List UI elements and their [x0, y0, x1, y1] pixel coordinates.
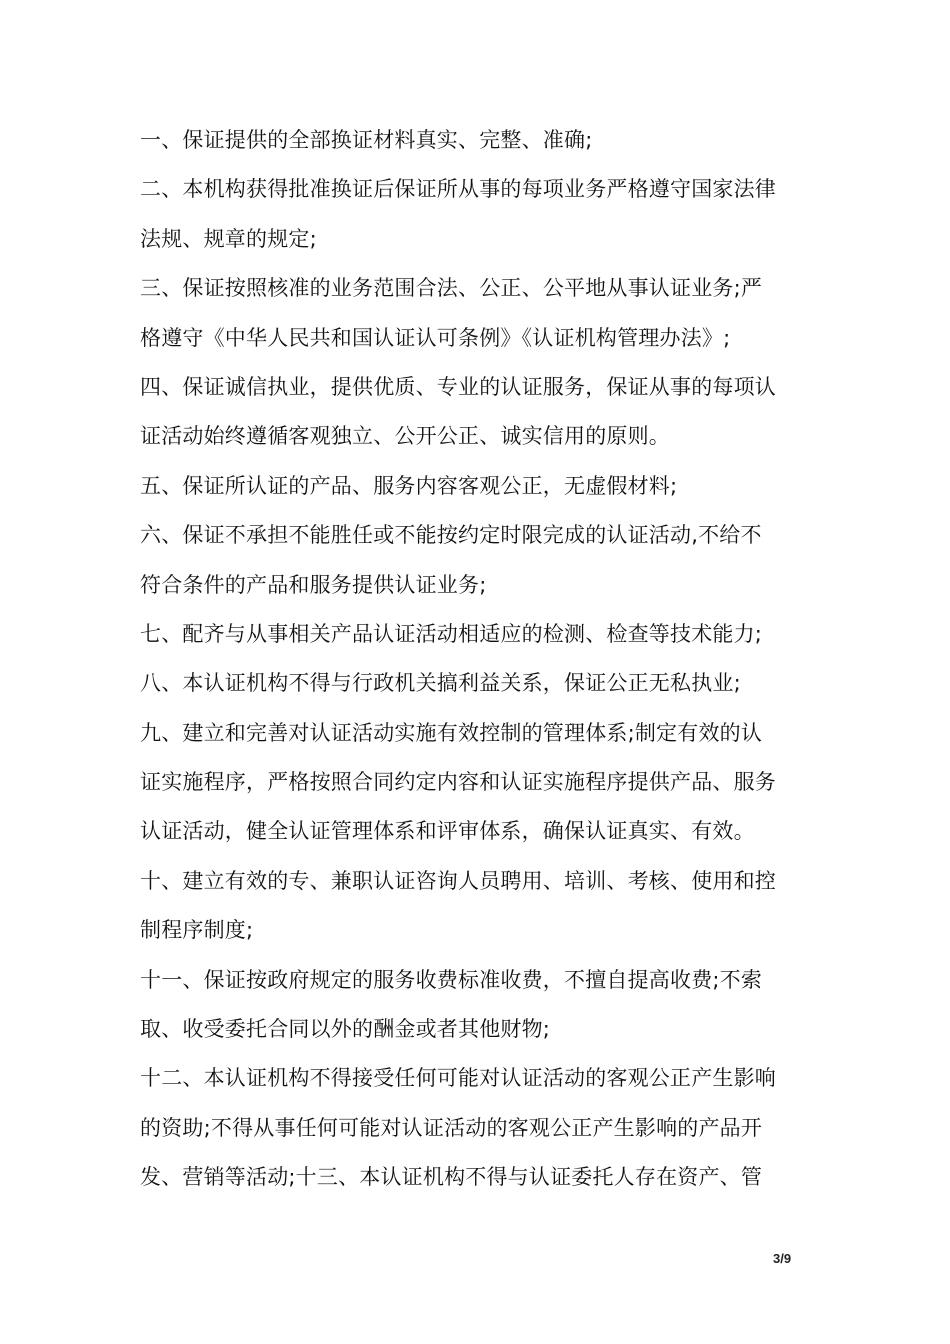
text-line: 九、建立和完善对认证活动实施有效控制的管理体系;制定有效的认	[140, 720, 763, 745]
text-line: 的资助;不得从事任何可能对认证活动的客观公正产生影响的产品开	[140, 1115, 763, 1140]
page-number: 3/9	[773, 1251, 792, 1266]
text-line: 一、保证提供的全部换证材料真实、完整、准确;	[140, 128, 593, 152]
text-line: 法规、规章的规定;	[140, 226, 317, 251]
text-line: 取、收受委托合同以外的酬金或者其他财物;	[140, 1017, 551, 1042]
text-line: 格遵守《中华人民共和国认证认可条例》《认证机构管理办法》;	[140, 325, 731, 350]
text-line: 证活动始终遵循客观独立、公开公正、诚实信用的原则。	[140, 424, 670, 449]
text-line: 制程序制度;	[140, 918, 254, 943]
text-line: 认证活动，健全认证管理体系和评审体系，确保认证真实、有效。	[140, 819, 755, 844]
text-line: 八、本认证机构不得与行政机关搞利益关系，保证公正无私执业;	[140, 671, 741, 696]
text-line: 证实施程序，严格按照合同约定内容和认证实施程序提供产品、服务	[140, 770, 776, 795]
text-line: 四、保证诚信执业，提供优质、专业的认证服务，保证从事的每项认	[140, 374, 776, 399]
text-line: 七、配齐与从事相关产品认证活动相适应的检测、检查等技术能力;	[140, 621, 763, 646]
text-line: 五、保证所认证的产品、服务内容客观公正，无虚假材料;	[140, 473, 678, 498]
text-line: 十一、保证按政府规定的服务收费标准收费，不擅自提高收费;不索	[140, 967, 763, 992]
text-line: 十、建立有效的专、兼职认证咨询人员聘用、培训、考核、使用和控	[140, 868, 776, 893]
text-line: 发、营销等活动;十三、本认证机构不得与认证委托人存在资产、管	[140, 1165, 763, 1190]
text-line: 十二、本认证机构不得接受任何可能对认证活动的客观公正产生影响	[140, 1066, 776, 1091]
text-line: 三、保证按照核准的业务范围合法、公正、公平地从事认证业务;严	[140, 276, 763, 301]
text-line: 二、本机构获得批准换证后保证所从事的每项业务严格遵守国家法律	[140, 177, 776, 202]
text-line: 六、保证不承担不能胜任或不能按约定时限完成的认证活动,不给不	[140, 523, 762, 548]
document-body	[140, 116, 822, 1203]
text-line: 符合条件的产品和服务提供认证业务;	[140, 572, 487, 597]
